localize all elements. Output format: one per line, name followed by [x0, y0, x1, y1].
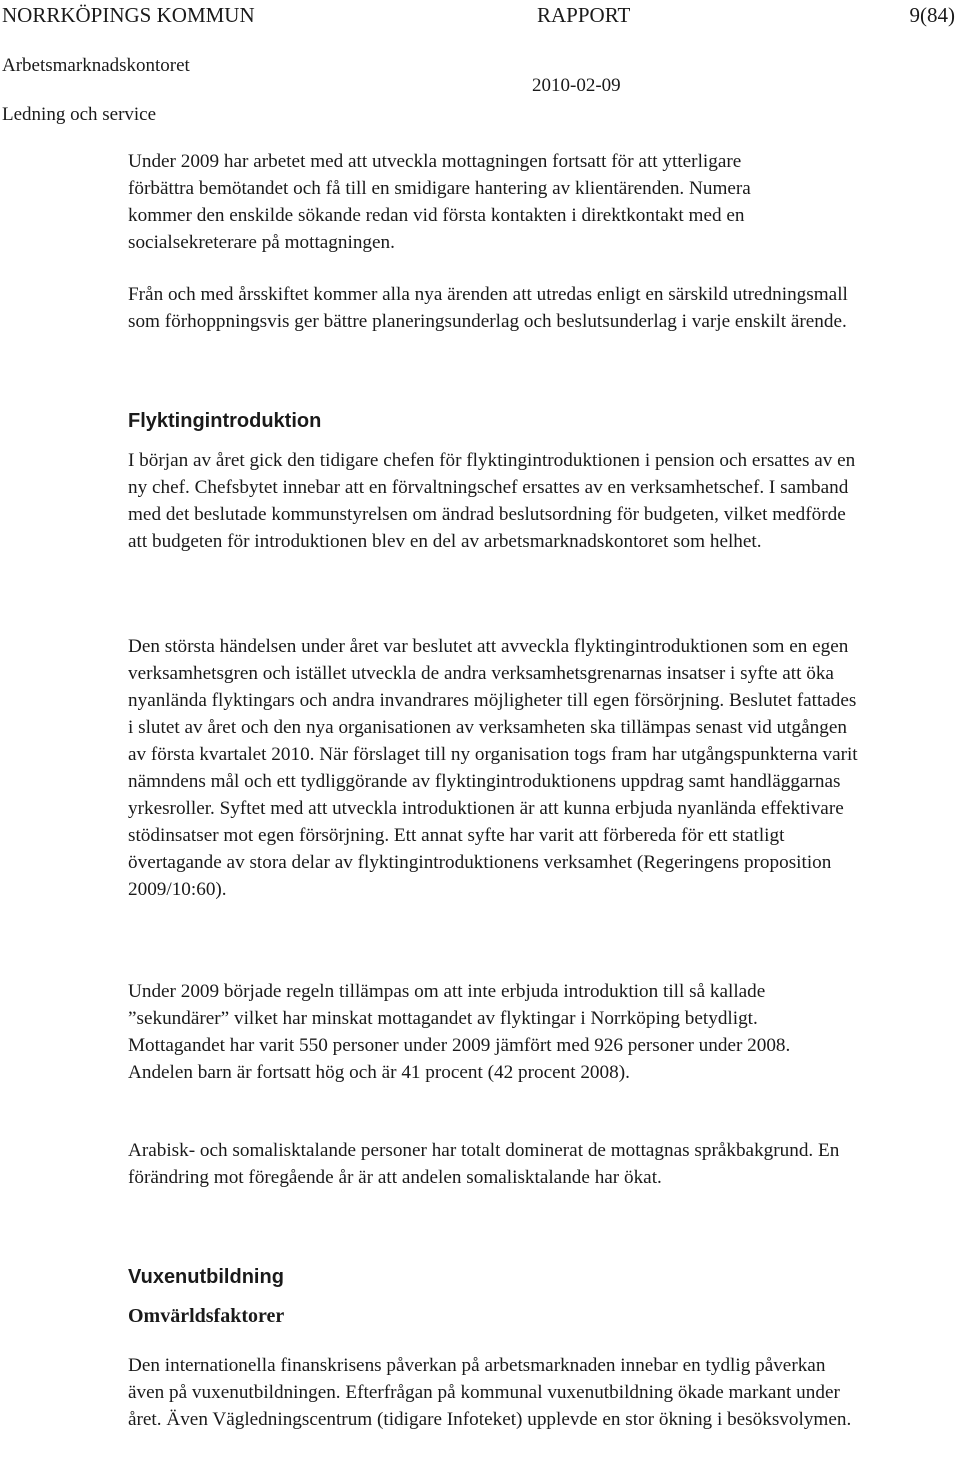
paragraph-sprakbakgrund: Arabisk- och somalisktalande personer har totalt dominerat de mottagnas språkbakgrund. En förändring mot föregående år är att andelen somalisktalande har ökat.	[128, 1140, 840, 1188]
paragraph-mottagning: Under 2009 har arbetet med att utveckla mottagningen fortsatt för att ytterligare förbättra bemötandet och få till en smidigare hantering av klientärenden. Numera kommer den enskilde sökande redan vid första kontakten i direktkontakt med en socialsekreterare på mottagningen.	[128, 151, 751, 253]
section-heading-vuxenutbildning: Vuxenutbildning	[128, 1266, 284, 1288]
header-unit: Ledning och service	[2, 104, 157, 125]
section-heading-flyktingintroduktion: Flyktingintroduktion	[128, 410, 322, 432]
header-date: 2010-02-09	[532, 75, 621, 96]
subheading-omvarldsfaktorer: Omvärldsfaktorer	[128, 1305, 285, 1327]
paragraph-avveckling: Den största händelsen under året var beslutet att avveckla flyktingintroduktionen som en egen verksamhetsgren och istället utveckla de andra verksamhetsgrenarnas insatser i syfte att öka nyanlända flyktingars och andra invandrares möjligheter till egen försörjning. Beslutet fattades i slutet av året och den nya organisationen av verksamheten ska tillämpas senast vid utgången av första kvartalet 2010. När förslaget till ny organisation togs fram har utgångspunkterna varit nämndens mål och ett tydliggörande av flyktingintroduktionens uppdrag samt handläggarnas yrkesroller. Syftet med att utveckla introduktionen är att kunna erbjuda nyanlända effektivare stödinsatser mot egen försörjning. Ett annat syfte har varit att förbereda för ett statligt övertagande av stora delar av flyktingintroduktionens verksamhet (Regeringens proposition 2009/10:60).	[128, 636, 858, 900]
paragraph-chefsbyte: I början av året gick den tidigare chefen för flyktingintroduktionen i pension och ersattes av en ny chef. Chefsbytet innebar att en förvaltningschef ersattes av en verksamhetschef. I samband med det beslutade kommunstyrelsen om ändrad beslutsordning för budgeten, vilket medförde att budgeten för introduktionen blev en del av arbetsmarknadskontoret som helhet.	[128, 450, 856, 552]
paragraph-utredningsmall: Från och med årsskiftet kommer alla nya ärenden att utredas enligt en särskild utredningsmall som förhoppningsvis ger bättre planeringsunderlag och beslutsunderlag i varje enskilt ärende.	[128, 284, 848, 332]
header-page-number: 9(84)	[909, 3, 955, 27]
paragraph-finanskris: Den internationella finanskrisens påverkan på arbetsmarknaden innebar en tydlig påverkan även på vuxenutbildningen. Efterfrågan på kommunal vuxenutbildning ökade markant under året. Även Vägledningscentrum (tidigare Infoteket) upplevde en stor ökning i besöksvolymen.	[128, 1355, 852, 1430]
paragraph-mottagande: Under 2009 började regeln tillämpas om att inte erbjuda introduktion till så kallade ”sekundärer” vilket har minskat mottagandet av flyktingar i Norrköping betydligt. Mottagandet har varit 550 personer under 2009 jämfört med 926 personer under 2008. Andelen barn är fortsatt hög och är 41 procent (42 procent 2008).	[128, 981, 791, 1083]
header-doc-type: RAPPORT	[537, 3, 631, 27]
header-organization: NORRKÖPINGS KOMMUN	[2, 3, 255, 27]
header-department: Arbetsmarknadskontoret	[2, 55, 190, 76]
